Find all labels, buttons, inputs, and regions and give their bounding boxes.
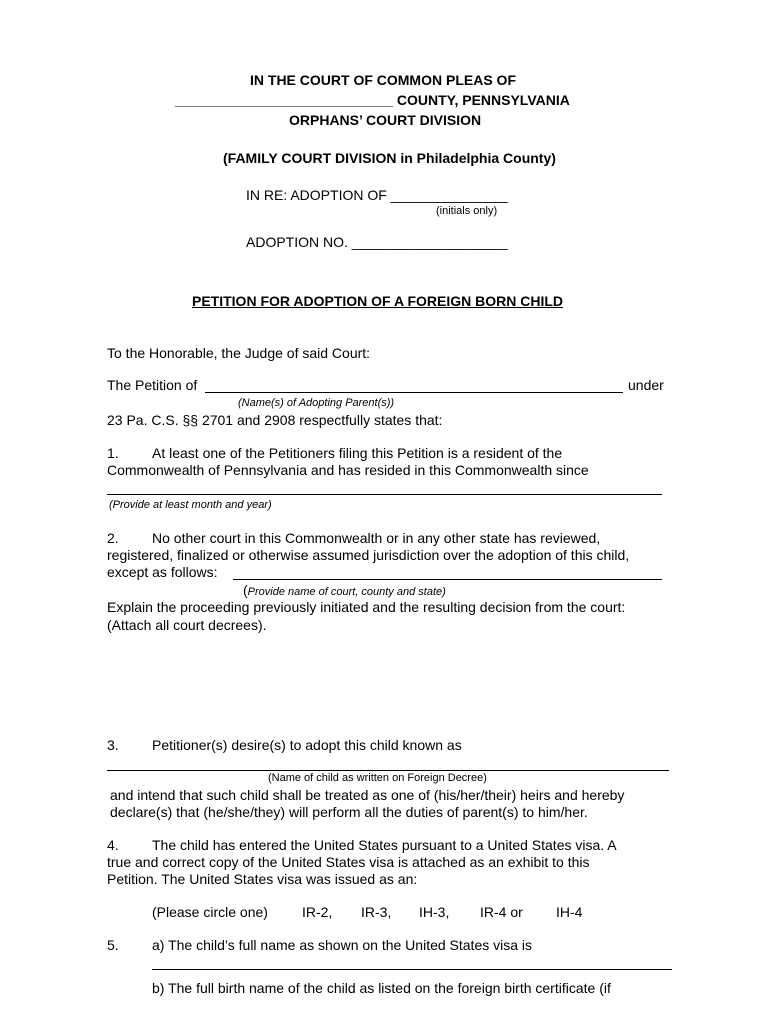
section-2-line-2: registered, finalized or otherwise assumed jurisdiction over the adoption of this child, (107, 547, 630, 563)
visa-option-ir-4[interactable]: IR-4 or (480, 904, 523, 920)
initials-hint: (initials only) (436, 205, 498, 217)
residence-hint: (Provide at least month and year) (109, 499, 272, 511)
section-3-number: 3. (107, 737, 119, 753)
other-court-hint-paren: ( (243, 582, 248, 598)
petition-of-label: The Petition of (107, 377, 198, 393)
division-heading: ORPHANS’ COURT DIVISION (289, 112, 482, 128)
county-heading: ____________________________ COUNTY, PENNSYLVANIA (175, 92, 570, 108)
petition-title: PETITION FOR ADOPTION OF A FOREIGN BORN CHILD (192, 293, 563, 309)
visa-option-ih-4[interactable]: IH-4 (556, 904, 583, 920)
section-5-line-a: a) The child’s full name as shown on the United States visa is (152, 937, 533, 953)
visa-name-field[interactable] (152, 969, 672, 970)
section-1-number: 1. (107, 445, 119, 461)
section-3-line-2: and intend that such child shall be treated as one of (his/her/their) heirs and hereby (110, 787, 625, 803)
residence-since-field[interactable] (107, 494, 662, 495)
section-4-number: 4. (107, 837, 119, 853)
other-court-hint-text: Provide name of court, county and state) (247, 586, 446, 598)
section-1-line-1: At least one of the Petitioners filing this Petition is a resident of the (152, 445, 563, 461)
in-re-label: IN RE: ADOPTION OF _____________ (246, 187, 492, 203)
salutation: To the Honorable, the Judge of said Court: (107, 345, 371, 361)
other-court-field[interactable] (233, 579, 662, 580)
court-heading: IN THE COURT OF COMMON PLEAS OF (250, 72, 516, 88)
visa-option-ir-3[interactable]: IR-3, (361, 904, 392, 920)
adopting-parents-hint: (Name(s) of Adopting Parent(s)) (238, 397, 395, 409)
section-4-line-1: The child has entered the United States pursuant to a United States visa. A (152, 837, 617, 853)
in-re-adoption-of[interactable] (246, 187, 507, 203)
circle-prompt: (Please circle one) (152, 904, 268, 920)
section-5-number: 5. (107, 937, 119, 953)
visa-option-ih-3[interactable]: IH-3, (419, 904, 450, 920)
section-5-line-b: b) The full birth name of the child as listed on the foreign birth certificate (if (152, 980, 611, 996)
under-label: under (628, 377, 664, 393)
other-court-hint (243, 582, 446, 600)
adopting-parents-field[interactable] (205, 392, 623, 393)
section-2-number: 2. (107, 530, 119, 546)
section-2-explain-2: (Attach all court decrees). (107, 617, 267, 633)
section-2-explain-1: Explain the proceeding previously initiated and the resulting decision from the court: (107, 599, 626, 615)
visa-option-ir-2[interactable]: IR-2, (302, 904, 333, 920)
section-4-line-2: true and correct copy of the United States visa is attached as an exhibit to this (107, 854, 590, 870)
child-name-hint: (Name of child as written on Foreign Decree) (268, 772, 487, 784)
section-3-line-3: declare(s) that (he/she/they) will perform all the duties of parent(s) to him/her. (110, 804, 588, 820)
section-4-line-3: Petition. The United States visa was issued as an: (107, 871, 418, 887)
section-2-line-3: except as follows: (107, 564, 218, 580)
section-2-line-1: No other court in this Commonwealth or in any other state has reviewed, (152, 530, 601, 546)
family-division-heading: (FAMILY COURT DIVISION in Philadelphia County) (223, 150, 556, 166)
in-re-tail: __ (491, 187, 508, 203)
section-3-line-1: Petitioner(s) desire(s) to adopt this child known as (152, 737, 462, 753)
child-name-field[interactable] (107, 770, 669, 771)
adoption-number[interactable]: ADOPTION NO. ____________________ (246, 234, 508, 250)
statute-line: 23 Pa. C.S. §§ 2701 and 2908 respectfully states that: (107, 412, 443, 428)
section-1-line-2: Commonwealth of Pennsylvania and has resided in this Commonwealth since (107, 462, 589, 478)
